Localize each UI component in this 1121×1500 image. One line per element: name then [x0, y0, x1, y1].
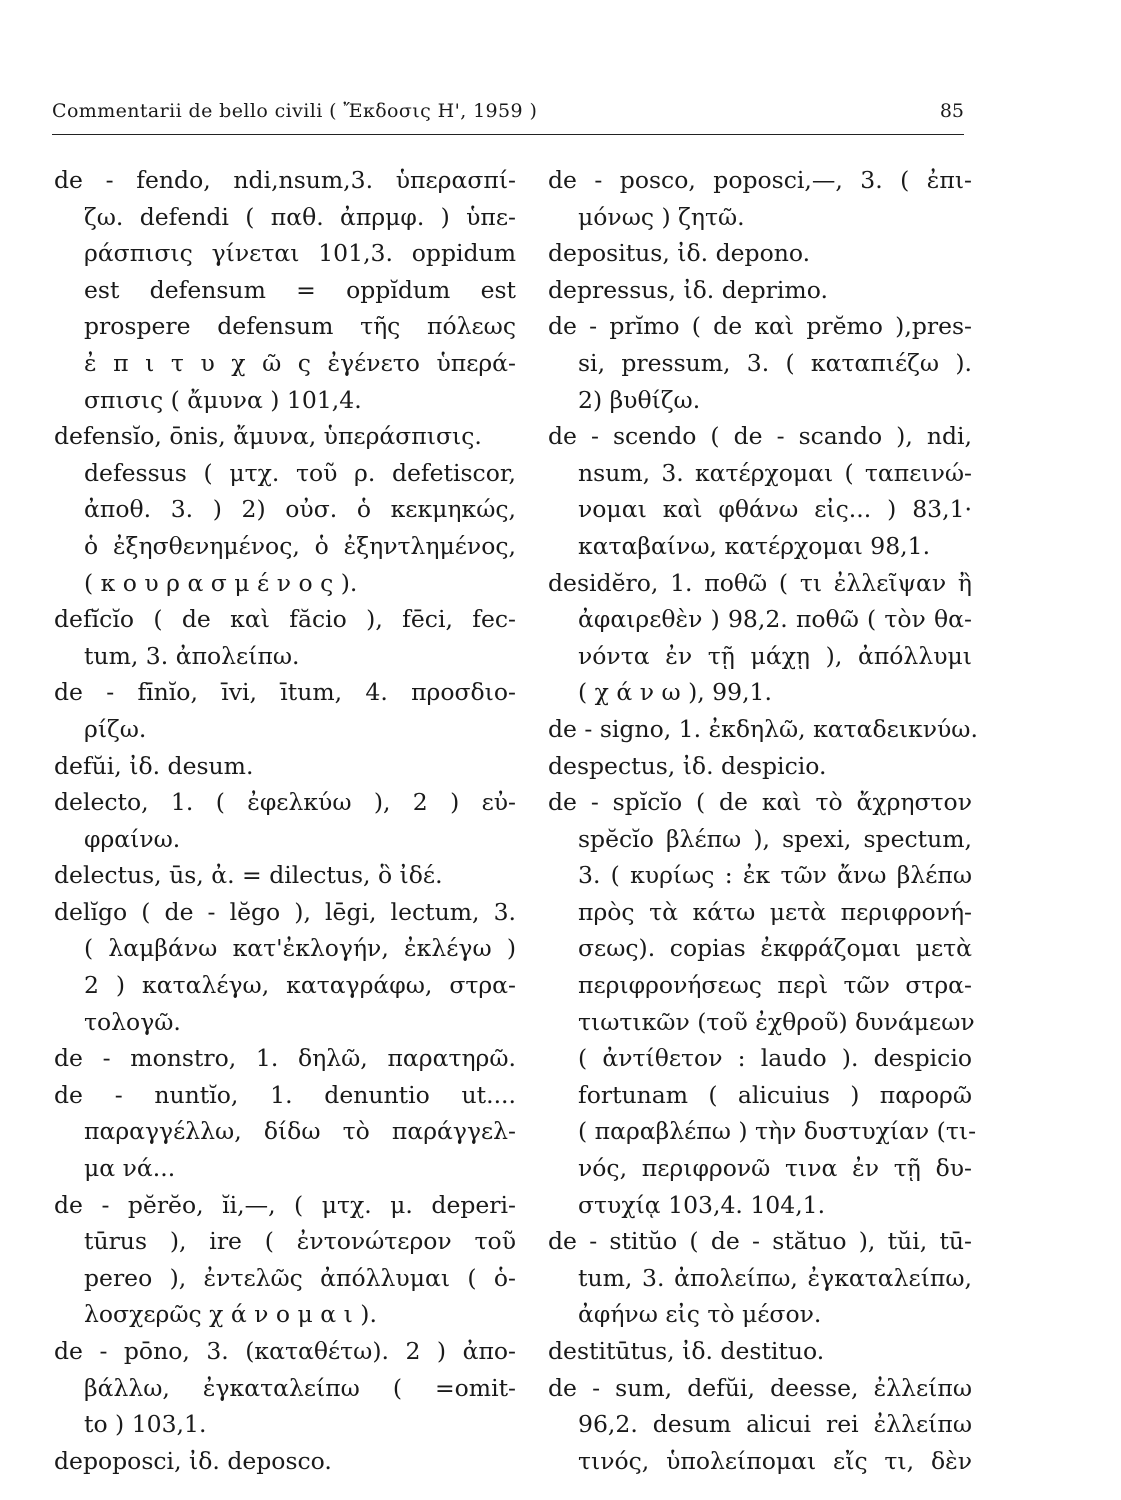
left-column-line: τολογῶ. [84, 1007, 181, 1036]
right-column-line: τινός, ὑπολείπομαι εἴς τι, δὲν [578, 1446, 972, 1475]
left-column-line: defensĭo, ōnis, ἄμυνα, ὑπεράσπισις. [54, 422, 482, 451]
right-column-line: nsum, 3. κατέρχομαι ( ταπεινώ- [578, 458, 972, 487]
left-column-line: de - fendo, ndi,nsum,3. ὑπερασπί- [54, 166, 516, 194]
right-column-line: νός, περιφρονῶ τινα ἐν τῇ δυ- [578, 1154, 972, 1183]
left-column-line: σπισις ( ἄμυνα ) 101,4. [84, 385, 362, 414]
left-column-line: ρίζω. [84, 714, 147, 743]
right-column-line: de - prĭmo ( de καὶ prĕmo ),pres- [548, 312, 972, 341]
left-column-line: delĭgo ( de - lĕgo ), lēgi, lectum, 3. [54, 897, 516, 926]
right-column-line: 3. ( κυρίως : ἐκ τῶν ἄνω βλέπω [578, 861, 972, 890]
right-column-line: 2) βυθίζω. [578, 385, 701, 414]
left-column-line: to ) 103,1. [84, 1410, 207, 1439]
left-column-line: φραίνω. [84, 824, 181, 853]
left-column-line: est defensum = oppĭdum est [84, 275, 516, 304]
right-column-line: spĕcĭo βλέπω ), spexi, spectum, [578, 824, 972, 853]
page-number: 85 [939, 100, 964, 122]
right-column-line: τιωτικῶν (τοῦ ἐχθροῦ) δυνάμεων [578, 1007, 975, 1036]
left-column-line: ράσπισις γίνεται 101,3. oppidum [84, 239, 516, 268]
left-column-line: pereo ), ἐντελῶς ἀπόλλυμαι ( ὁ- [84, 1263, 516, 1292]
left-column-line: delectus, ūs, ἀ. = dilectus, ὃ ἰδέ. [54, 861, 443, 890]
right-column-line: ( χ ά ν ω ), 99,1. [578, 678, 772, 707]
right-column-line: si, pressum, 3. ( καταπιέζω ). [578, 348, 972, 377]
left-column-line: de - pōno, 3. (καταθέτω). 2 ) ἀπο- [54, 1337, 516, 1365]
left-column-line: de - monstro, 1. δηλῶ, παρατηρῶ. [54, 1044, 516, 1073]
left-column-line: de - nuntĭo, 1. denuntio ut.... [54, 1080, 516, 1109]
right-column-line: σεως). copias ἐκφράζομαι μετὰ [578, 934, 972, 963]
right-column-line: depositus, ἰδ. depono. [548, 239, 811, 268]
right-column-line: de - posco, poposci,—, 3. ( ἐπι- [548, 166, 972, 194]
right-column-line: καταβαίνω, κατέρχομαι 98,1. [578, 531, 931, 560]
left-column-line: 2 ) καταλέγω, καταγράφω, στρα- [84, 971, 516, 1000]
left-column-line: ( λαμβάνω κατ'ἐκλογήν, ἐκλέγω ) [84, 934, 516, 963]
right-column [548, 162, 978, 1479]
right-column-line: ἀφαιρεθὲν ) 98,2. ποθῶ ( τὸν θα- [578, 605, 972, 634]
right-column-line: de - sum, defŭi, deesse, ἐλλείπω [548, 1373, 972, 1402]
left-column-line: παραγγέλλω, δίδω τὸ παράγγελ- [84, 1117, 516, 1146]
left-column-line: βάλλω, ἐγκαταλείπω ( =omit- [84, 1373, 516, 1402]
left-column [54, 162, 516, 1479]
right-column-line: de - stitŭo ( de - stătuo ), tŭi, tū- [548, 1227, 972, 1256]
left-column-line: ἀποθ. 3. ) 2) οὐσ. ὁ κεκμηκώς, [84, 495, 516, 524]
left-column-line: delecto, 1. ( ἐφελκύω ), 2 ) εὐ- [54, 788, 516, 817]
right-column-line: στυχίᾳ 103,4. 104,1. [578, 1190, 826, 1219]
left-column-line: ὁ ἐξησθενημένος, ὁ ἐξηντλημένος, [84, 531, 516, 560]
right-column-line: de - spĭcĭo ( de καὶ τὸ ἄχρηστον [548, 788, 972, 817]
right-column-line: μόνως ) ζητῶ. [578, 202, 745, 231]
left-column-line: defŭi, ἰδ. desum. [54, 751, 254, 780]
left-column-line: defessus ( μτχ. τοῦ ρ. defetiscor, [84, 458, 516, 487]
right-column-line: ( παραβλέπω ) τὴν δυστυχίαν (τι- [578, 1117, 977, 1146]
left-column-line: tum, 3. ἀπολείπω. [84, 641, 300, 670]
right-column-line: tum, 3. ἀπολείπω, ἐγκαταλείπω, [578, 1263, 972, 1292]
left-column-line: prospere defensum τῆς πόλεως [84, 312, 516, 341]
right-column-line: desidĕro, 1. ποθῶ ( τι ἐλλεῖψαν ἢ [548, 568, 972, 597]
right-column-line: ἀφήνω εἰς τὸ μέσον. [578, 1300, 822, 1329]
right-column-line: ( ἀντίθετον : laudo ). despicio [578, 1044, 972, 1073]
left-column-line: de - pĕrĕo, ĭi,—, ( μτχ. μ. deperi- [54, 1190, 516, 1219]
left-column-line: μα νά... [84, 1154, 176, 1183]
right-column-line: νόντα ἐν τῇ μάχῃ ), ἀπόλλυμι [578, 641, 972, 670]
right-column-line: fortunam ( alicuius ) παρορῶ [578, 1080, 972, 1109]
right-column-line: 96,2. desum alicui rei ἐλλείπω [578, 1410, 972, 1439]
right-column-line: νομαι καὶ φθάνω εἰς... ) 83,1· [578, 495, 972, 524]
running-title: Commentarii de bello civili ( Ἔκδοσις Η', 1959 ) [52, 100, 538, 122]
right-column-line: despectus, ἰδ. despicio. [548, 751, 827, 780]
right-column-line: de - signo, 1. ἐκδηλῶ, καταδεικνύω. [548, 714, 978, 743]
left-column-line: tūrus ), ire ( ἐντονώτερον τοῦ [84, 1227, 516, 1256]
left-column-line: ζω. defendi ( παθ. ἀπρμφ. ) ὑπε- [84, 202, 516, 231]
right-column-line: περιφρονήσεως περὶ τῶν στρα- [578, 971, 972, 1000]
right-column-line: destitūtus, ἰδ. destituo. [548, 1337, 825, 1365]
left-column-line: ( κ ο υ ρ α σ μ έ ν ο ς ). [84, 568, 358, 597]
left-column-line: de - fīnĭo, īvi, ītum, 4. προσδιο- [54, 678, 516, 707]
page-header [52, 94, 964, 135]
right-column-line: depressus, ἰδ. deprimo. [548, 275, 828, 304]
left-column-line: λοσχερῶς χ ά ν ο μ α ι ). [84, 1300, 377, 1329]
left-column-line: ἐ π ι τ υ χ ῶ ς ἐγένετο ὑπερά- [84, 348, 516, 377]
right-column-line: de - scendo ( de - scando ), ndi, [548, 422, 972, 451]
left-column-line: defĭcĭo ( de καὶ făcio ), fēci, fec- [54, 605, 516, 634]
right-column-line: πρὸς τὰ κάτω μετὰ περιφρονή- [578, 897, 972, 926]
left-column-line: depoposci, ἰδ. deposco. [54, 1446, 332, 1475]
